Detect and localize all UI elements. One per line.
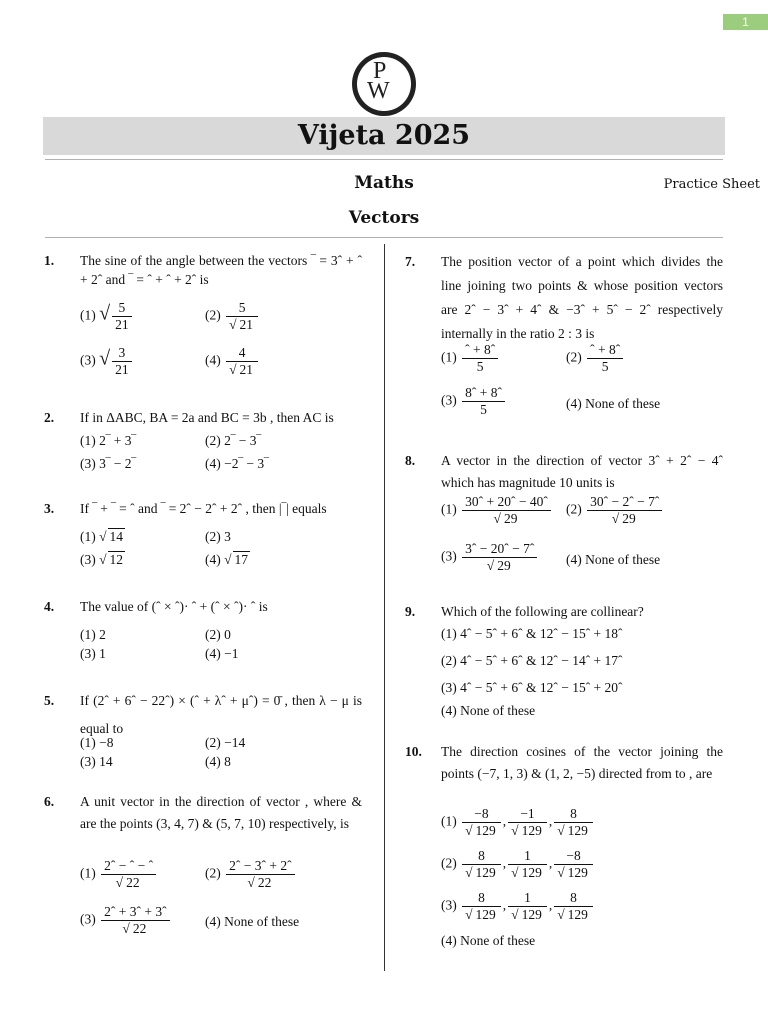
q10-option-2: (2) $\frac{8}{√ 129}$ , $\frac{1}{√ 129}$ , $\frac{-8}{√ 129}$ [441,848,595,881]
q4-option-3: (3) 1 [80,646,106,661]
q4-option-1: (1) 2 [80,627,106,642]
q3-option-2: (2) 3 [205,529,231,544]
title-bar [43,117,725,155]
q5-option-1: (1) −8 [80,735,114,750]
question-8: 8. A vector in the direction of vector 3ˆ + 2ˆ − 4ˆ which has magnitude 10 units is [405,453,723,490]
q1-option-2: (2) $\frac{5}{√ 21}$ [205,300,260,333]
topic-heading: Vectors [348,208,420,228]
question-10: 10. The direction cosines of the vector joining the points (−7, 1, 3) & (1, 2, −5) directed from to , are [405,744,723,781]
q2-option-2: (2) 2‾ − 3‾ [205,433,261,448]
q10-option-1: (1) $\frac{-8}{√ 129}$ , $\frac{-1}{√ 129}$ , $\frac{8}{√ 129}$ [441,806,595,839]
page-number: 1 [723,14,768,30]
divider-rule [45,159,723,160]
q7-option-3: (3) $\frac{\text{8ˆ + 8ˆ}}{5}$ [441,385,507,418]
q4-option-2: (2) 0 [205,627,231,642]
q8-option-2: (2) $\frac{\text{30ˆ − 2ˆ − 7ˆ}}{√ 29}$ [566,494,664,527]
subject-heading: Maths [354,173,414,193]
question-5: 5. If (2ˆ + 6ˆ − 22ˆ) × (ˆ + λˆ + μˆ) = 0̄ , then λ − μ is equal to [44,693,362,736]
question-2: 2. If in ΔABC, BA = 2a and BC = 3b , then AC is [44,410,334,425]
question-1: 1. The sine of the angle between the vectors ‾ = 3ˆ + ˆ + 2ˆ and ‾ = ˆ + ˆ + 2ˆ is [44,253,362,287]
q6-option-1: (1) $\frac{\text{2ˆ − ˆ − ˆ}}{√ 22}$ [80,858,158,891]
q5-option-4: (4) 8 [205,754,231,769]
q9-option-4: (4) None of these [441,703,536,718]
q6-option-4: (4) None of these [205,914,300,929]
pw-logo: P W [352,52,416,116]
q9-option-2: (2) 4ˆ − 5ˆ + 6ˆ & 12ˆ − 14ˆ + 17ˆ [441,653,623,668]
question-6: 6. A unit vector in the direction of vector , where & are the points (3, 4, 7) & (5, 7, 10) respectively, is [44,794,362,831]
question-4: 4. The value of (ˆ × ˆ)· ˆ + (ˆ × ˆ)· ˆ is [44,599,268,614]
q3-option-4: (4) √ 17 [205,552,249,567]
q1-option-1: (1) √ $\frac{5}{21}$ [80,300,134,333]
question-9: 9. Which of the following are collinear? [405,604,644,619]
q2-option-4: (4) −2‾ − 3‾ [205,456,269,471]
q4-option-4: (4) −1 [205,646,239,661]
q10-option-3: (3) $\frac{8}{√ 129}$ , $\frac{1}{√ 129}$ , $\frac{8}{√ 129}$ [441,890,595,923]
q8-option-3: (3) $\frac{\text{3ˆ − 20ˆ − 7ˆ}}{√ 29}$ [441,541,539,574]
q7-option-4: (4) None of these [566,396,661,411]
q3-option-1: (1) √ 14 [80,529,124,544]
column-divider [384,244,385,971]
q5-option-2: (2) −14 [205,735,246,750]
q9-option-3: (3) 4ˆ − 5ˆ + 6ˆ & 12ˆ − 15ˆ + 20ˆ [441,680,623,695]
q2-option-1: (1) 2‾ + 3‾ [80,433,136,448]
question-3: 3. If ‾ + ‾ = ˆ and ‾ = 2ˆ − 2ˆ + 2ˆ , then |‾| equals [44,501,327,516]
q8-option-1: (1) $\frac{\text{30ˆ + 20ˆ − 40ˆ}}{√ 29}$ [441,494,553,527]
q10-option-4: (4) None of these [441,933,536,948]
page-title: Vijeta 2025 [297,120,471,151]
q9-option-1: (1) 4ˆ − 5ˆ + 6ˆ & 12ˆ − 15ˆ + 18ˆ [441,626,623,641]
question-7: 7. The position vector of a point which divides the line joining two points & whose position vectors are 2ˆ − 3ˆ + 4ˆ & −3ˆ + 5ˆ − 2ˆ respectively internally in the ratio 2 : 3 is [405,254,723,341]
q1-option-3: (3) √ $\frac{3}{21}$ [80,345,134,378]
q3-option-3: (3) √ 12 [80,552,124,567]
q5-option-3: (3) 14 [80,754,113,769]
q8-option-4: (4) None of these [566,552,661,567]
q6-option-3: (3) $\frac{\text{2ˆ + 3ˆ + 3ˆ}}{√ 22}$ [80,904,172,937]
q2-option-3: (3) 3‾ − 2‾ [80,456,136,471]
q6-option-2: (2) $\frac{\text{2ˆ − 3ˆ + 2ˆ}}{√ 22}$ [205,858,297,891]
q1-option-4: (4) $\frac{4}{√ 21}$ [205,345,260,378]
sheet-type: Practice Sheet [663,177,760,192]
divider-rule [45,237,723,238]
q7-option-1: (1) $\frac{\text{ˆ + 8ˆ}}{5}$ [441,342,500,375]
q7-option-2: (2) $\frac{\text{ˆ + 8ˆ}}{5}$ [566,342,625,375]
